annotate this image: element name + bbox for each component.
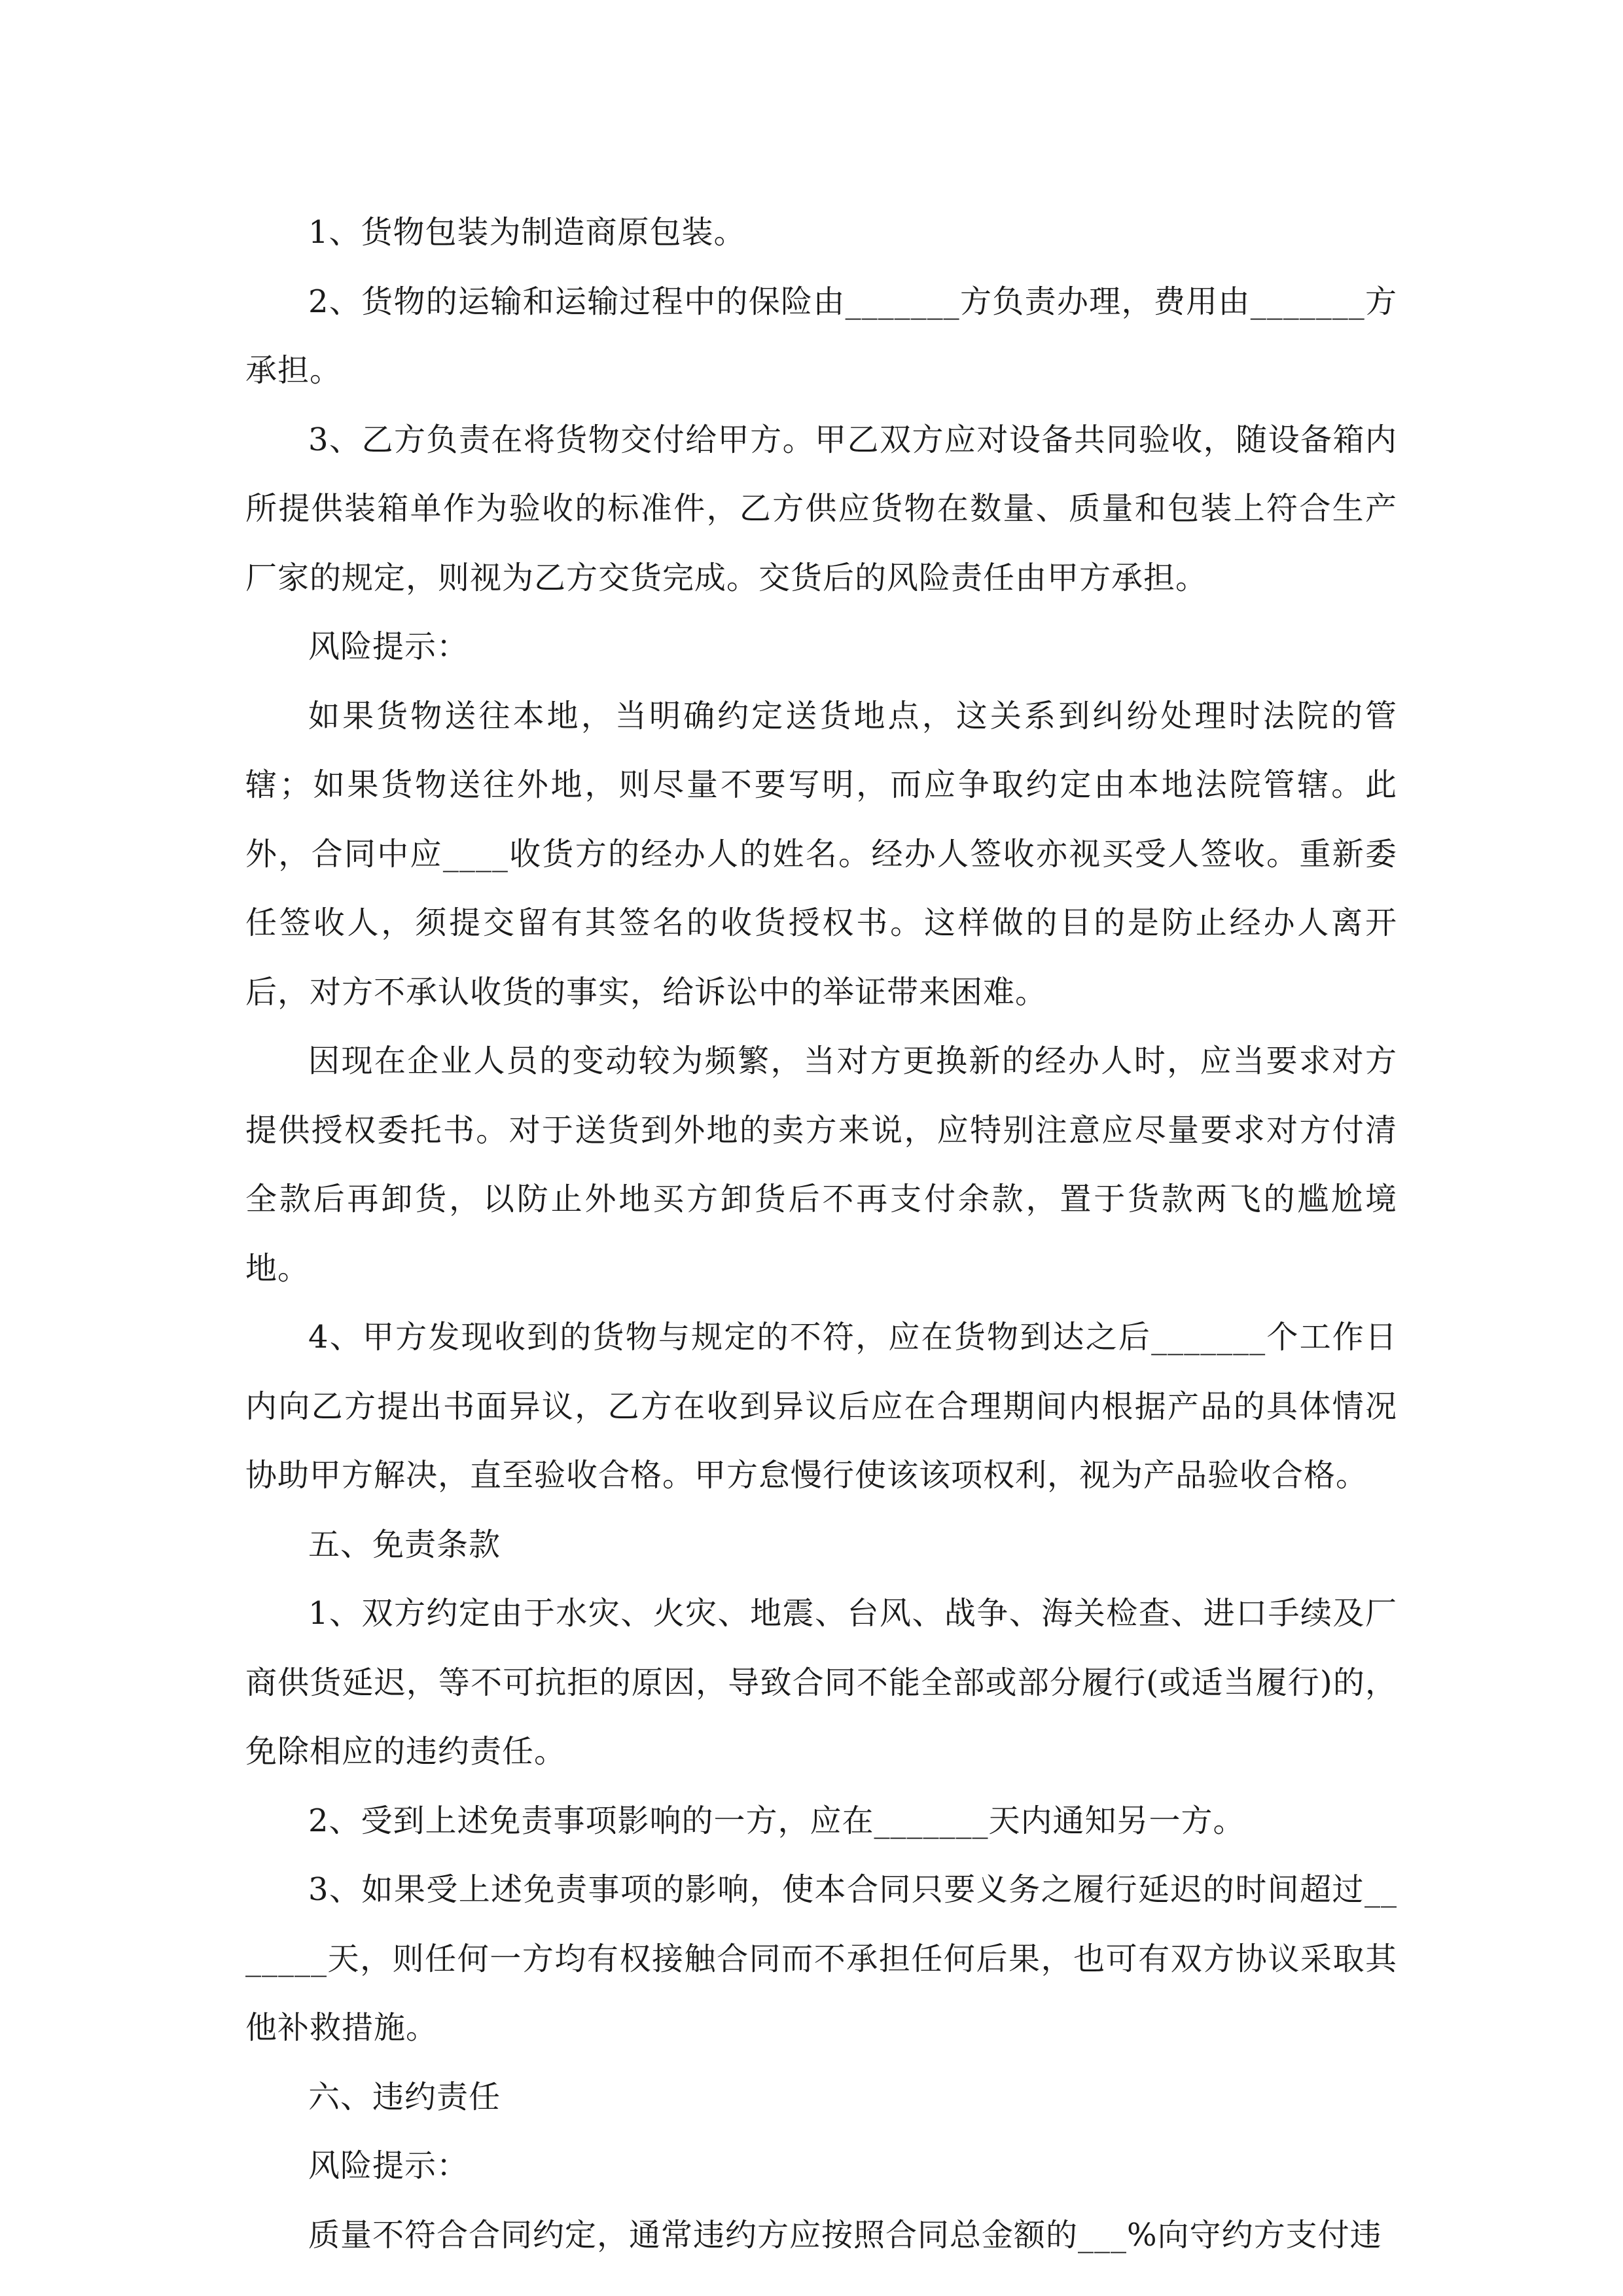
paragraph-transport-insurance: 2、货物的运输和运输过程中的保险由_______方负责办理，费用由_______方承担。 (245, 283, 1397, 389)
paragraph-force-majeure: 1、双方约定由于水灾、火灾、地震、台风、战争、海关检查、进口手续及厂商供货延迟，等不可抗拒的原因，导致合同不能全部或部分履行(或适当履行)的，免除相应的违约责任。 (245, 1595, 1397, 1770)
paragraph-packaging: 1、货物包装为制造商原包装。 (308, 214, 746, 251)
section-heading-exemption: 五、免责条款 (308, 1526, 501, 1563)
paragraph-risk-notice-authorization: 因现在企业人员的变动较为频繁，当对方更换新的经办人时，应当要求对方提供授权委托书。对于送货到外地的卖方来说，应特别注意应尽量要求对方付清全款后再卸货，以防止外地买方卸货后不再支付余款，置于货款两飞的尴尬境地。 (245, 1043, 1397, 1287)
paragraph-risk-notice-heading-2: 风险提示： (308, 2147, 469, 2184)
paragraph-quality-penalty: 质量不符合合同约定，通常违约方应按照合同总金额的___%向守约方支付违 (308, 2216, 1382, 2253)
paragraph-termination-right: 3、如果受上述免责事项的影响，使本合同只要义务之履行延迟的时间超过_______天，则任何一方均有权接触合同而不承担任何后果，也可有双方协议采取其他补救措施。 (245, 1871, 1397, 2046)
paragraph-risk-notice-heading: 风险提示： (308, 628, 469, 665)
paragraph-objection-period: 4、甲方发现收到的货物与规定的不符，应在货物到达之后_______个工作日内向乙方提出书面异议，乙方在收到异议后应在合理期间内根据产品的具体情况协助甲方解决，直至验收合格。甲方怠慢行使该该项权利，视为产品验收合格。 (245, 1319, 1397, 1494)
paragraph-delivery-acceptance: 3、乙方负责在将货物交付给甲方。甲乙双方应对设备共同验收，随设备箱内所提供装箱单作为验收的标准件，乙方供应货物在数量、质量和包装上符合生产厂家的规定，则视为乙方交货完成。交货后的风险责任由甲方承担。 (245, 421, 1397, 596)
paragraph-notification-period: 2、受到上述免责事项影响的一方，应在_______天内通知另一方。 (308, 1802, 1245, 1839)
document-body (245, 198, 1397, 2270)
paragraph-risk-notice-delivery: 如果货物送往本地，当明确约定送货地点，这关系到纠纷处理时法院的管辖；如果货物送往外地，则尽量不要写明，而应争取约定由本地法院管辖。此外，合同中应____收货方的经办人的姓名。经办人签收亦视买受人签收。重新委任签收人，须提交留有其签名的收货授权书。这样做的目的是防止经办人离开后，对方不承认收货的事实，给诉讼中的举证带来困难。 (245, 697, 1397, 1011)
section-heading-liability: 六、违约责任 (308, 2078, 501, 2115)
